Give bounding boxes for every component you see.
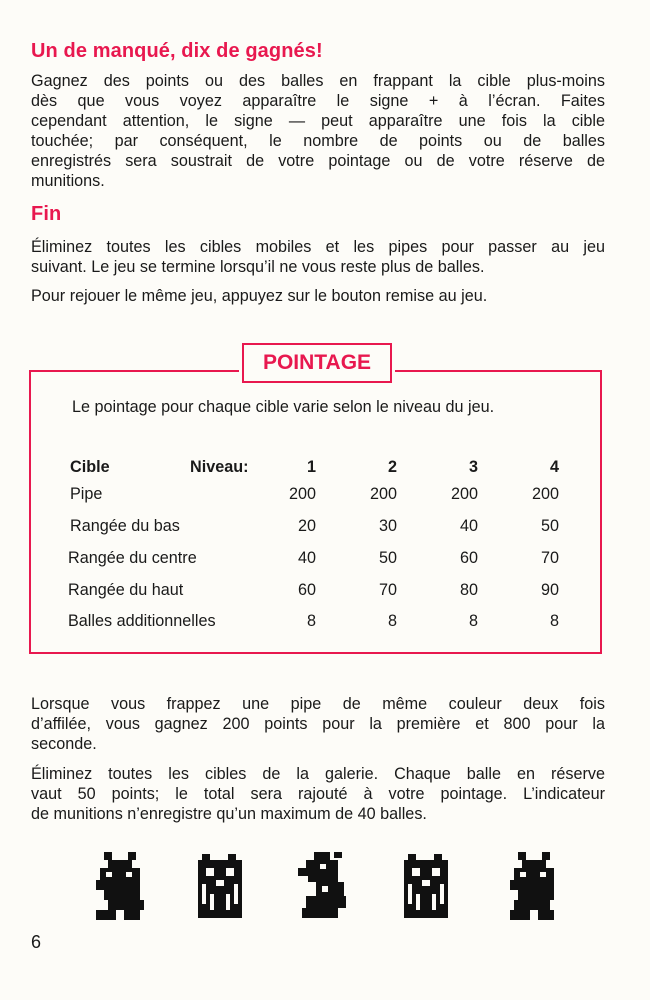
text-line: dès que vous voyez apparaître le signe + à l’écran. Faites <box>31 92 605 110</box>
header-level: 3 <box>468 458 478 476</box>
text-line: munitions. <box>31 172 105 190</box>
row-value: 30 <box>378 517 397 535</box>
row-value: 60 <box>459 549 478 567</box>
page-number: 6 <box>31 932 42 952</box>
header-level: 2 <box>387 458 397 476</box>
row-label: Rangée du centre <box>68 549 197 567</box>
row-value: 200 <box>369 485 397 503</box>
row-value: 40 <box>297 549 316 567</box>
row-label: Rangée du bas <box>70 517 180 535</box>
row-value: 8 <box>549 612 559 630</box>
header-niveau: Niveau: <box>190 458 249 476</box>
section-title-un-de-manque: Un de manqué, dix de gagnés! <box>31 40 323 62</box>
row-value: 8 <box>387 612 397 630</box>
row-label: Rangée du haut <box>68 581 184 599</box>
rabbit-target-icon <box>96 852 144 920</box>
target-sprites-row <box>0 850 650 930</box>
row-value: 20 <box>297 517 316 535</box>
text-line: Pour rejouer le même jeu, appuyez sur le bouton remise au jeu. <box>31 287 488 305</box>
row-value: 8 <box>468 612 478 630</box>
row-value: 50 <box>540 517 559 535</box>
row-value: 8 <box>306 612 316 630</box>
text-line: touchée; par conséquent, le nombre de points ou de balles <box>31 132 605 150</box>
text-line: Éliminez toutes les cibles mobiles et les pipes pour passer au jeu <box>31 238 605 256</box>
row-value: 200 <box>288 485 316 503</box>
row-label: Pipe <box>70 485 103 503</box>
owl-target-icon <box>198 854 242 918</box>
section-title-fin: Fin <box>31 203 62 225</box>
text-line: Éliminez toutes les cibles de la galerie. Chaque balle en réserve <box>31 765 605 783</box>
text-line: suivant. Le jeu se termine lorsqu’il ne vous reste plus de balles. <box>31 258 485 276</box>
duck-target-icon <box>298 852 346 918</box>
row-value: 70 <box>540 549 559 567</box>
text-line: de munitions n’enregistre qu’un maximum de 40 balles. <box>31 805 427 823</box>
owl-target-icon <box>404 854 448 918</box>
text-line: cependant attention, le signe — peut apparaître une fois la cible <box>31 112 605 130</box>
pointage-intro: Le pointage pour chaque cible varie selon le niveau du jeu. <box>72 398 495 416</box>
row-value: 40 <box>459 517 478 535</box>
header-level: 1 <box>306 458 316 476</box>
row-value: 50 <box>378 549 397 567</box>
text-line: enregistrés sera soustrait de votre pointage ou de votre réserve de <box>31 152 605 170</box>
row-value: 60 <box>297 581 316 599</box>
rabbit-target-icon <box>510 852 554 920</box>
text-line: Gagnez des points ou des balles en frappant la cible plus-moins <box>31 72 605 90</box>
text-line: vaut 50 points; le total sera rajouté à votre pointage. L’indicateur <box>31 785 605 803</box>
row-label: Balles additionnelles <box>68 612 216 630</box>
text-line: seconde. <box>31 735 97 753</box>
text-line: d’affilée, vous gagnez 200 points pour la première et 800 pour la <box>31 715 605 733</box>
header-cible: Cible <box>70 458 110 476</box>
row-value: 80 <box>459 581 478 599</box>
text-line: Lorsque vous frappez une pipe de même couleur deux fois <box>31 695 605 713</box>
header-level: 4 <box>549 458 559 476</box>
row-value: 70 <box>378 581 397 599</box>
pointage-title: POINTAGE <box>242 343 392 383</box>
row-value: 200 <box>450 485 478 503</box>
row-value: 90 <box>540 581 559 599</box>
row-value: 200 <box>531 485 559 503</box>
